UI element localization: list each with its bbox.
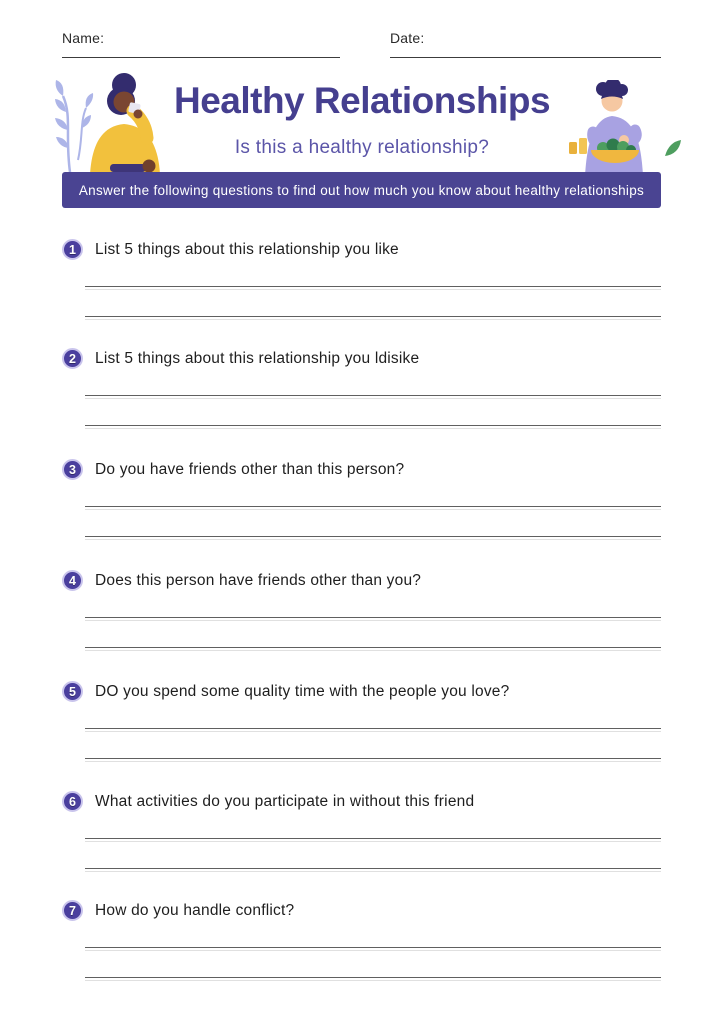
question-text: List 5 things about this relationship you like: [95, 240, 399, 258]
instructions-banner: Answer the following questions to find out how much you know about healthy relationships: [62, 172, 661, 208]
question-text: Do you have friends other than this person?: [95, 460, 405, 478]
answer-line[interactable]: [85, 758, 661, 761]
question-2: [62, 348, 661, 432]
answer-line[interactable]: [85, 395, 661, 398]
question-1: [62, 239, 661, 323]
question-number-badge: 1: [62, 239, 83, 260]
question-number-badge: 2: [62, 348, 83, 369]
cups-icon: [569, 138, 587, 154]
answer-line[interactable]: [85, 316, 661, 319]
plant-stems-icon: [55, 80, 93, 172]
page-title: Healthy Relationships: [173, 80, 551, 121]
question-text: DO you spend some quality time with the people you love?: [95, 682, 510, 700]
name-label: Name:: [62, 30, 105, 46]
question-number-badge: 4: [62, 570, 83, 591]
woman-drinking-tea-illustration: [50, 72, 198, 174]
question-text: Does this person have friends other than you?: [95, 571, 422, 589]
question-number-badge: 3: [62, 459, 83, 480]
vegetable-icon: [665, 140, 681, 156]
question-number-badge: 7: [62, 900, 83, 921]
woman-figure: [90, 73, 160, 174]
question-number-badge: 6: [62, 791, 83, 812]
answer-line[interactable]: [85, 977, 661, 980]
answer-line[interactable]: [85, 536, 661, 539]
man-preparing-salad-illustration: [563, 80, 691, 176]
question-text: What activities do you participate in without this friend: [95, 792, 475, 810]
question-3: [62, 459, 661, 543]
answer-line[interactable]: [85, 838, 661, 841]
date-label: Date:: [390, 30, 425, 46]
question-4: [62, 570, 661, 654]
answer-line[interactable]: [85, 617, 661, 620]
question-5: [62, 681, 661, 765]
answer-line[interactable]: [85, 947, 661, 950]
question-7: [62, 900, 661, 984]
question-number-badge: 5: [62, 681, 83, 702]
page-subtitle: Is this a healthy relationship?: [234, 137, 490, 158]
question-text: List 5 things about this relationship you ldisike: [95, 349, 420, 367]
date-field: [390, 30, 661, 58]
answer-line[interactable]: [85, 286, 661, 289]
answer-line[interactable]: [85, 506, 661, 509]
name-field: [62, 30, 340, 58]
name-input-line[interactable]: [62, 57, 340, 58]
answer-line[interactable]: [85, 868, 661, 871]
question-6: [62, 791, 661, 875]
answer-line[interactable]: [85, 425, 661, 428]
answer-line[interactable]: [85, 728, 661, 731]
answer-line[interactable]: [85, 647, 661, 650]
date-input-line[interactable]: [390, 57, 661, 58]
question-text: How do you handle conflict?: [95, 901, 295, 919]
